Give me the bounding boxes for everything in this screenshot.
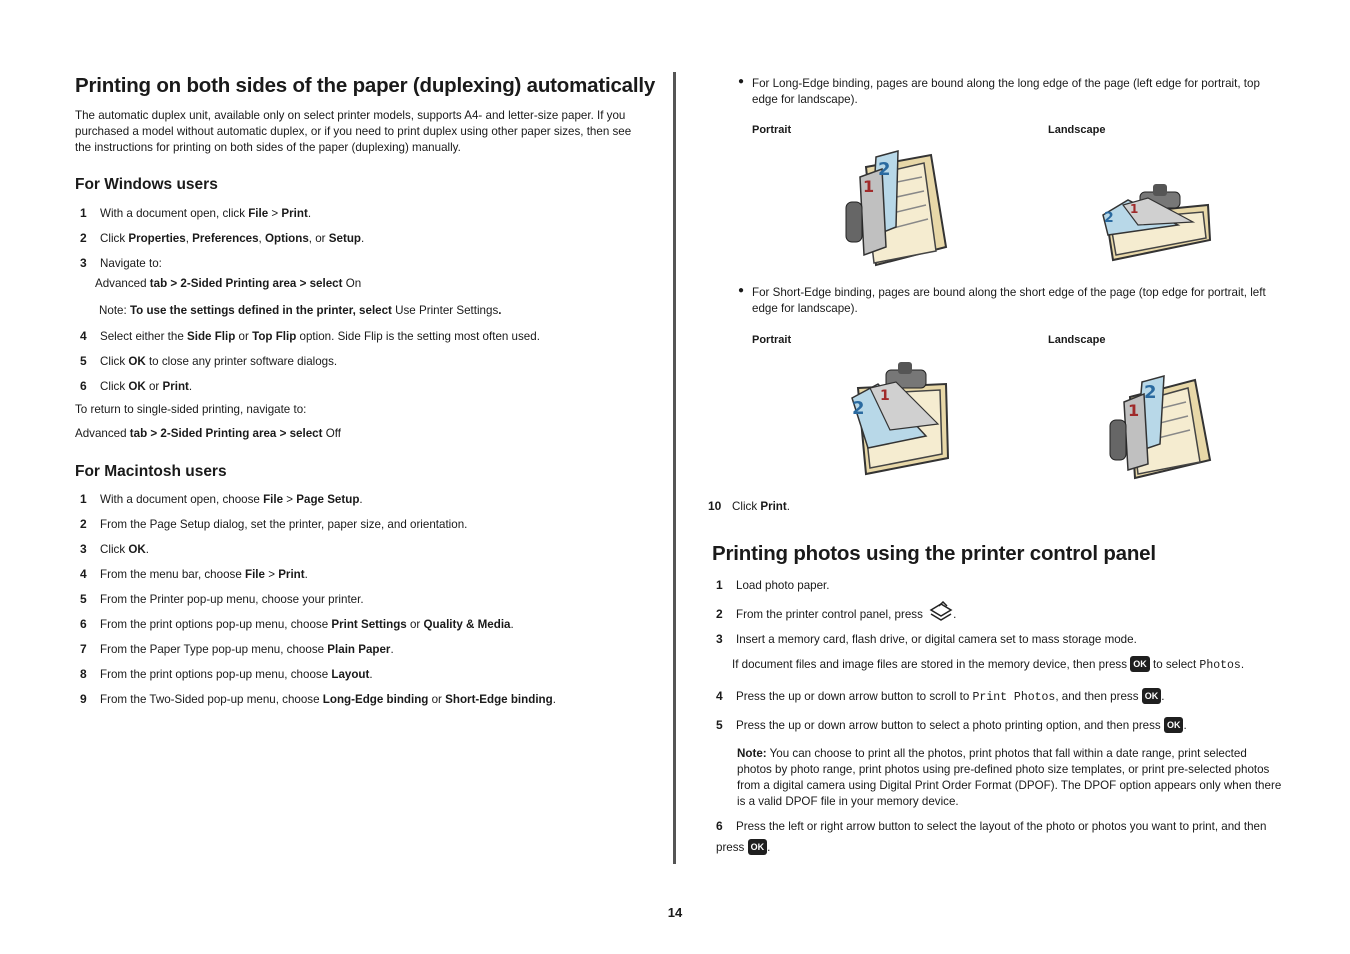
step-text: . (552, 693, 556, 706)
period: . (1183, 719, 1187, 732)
mac-heading: For Macintosh users (75, 463, 227, 480)
bold-term: OK (128, 380, 146, 393)
bold-term: Layout (331, 668, 370, 681)
step-item (95, 276, 361, 292)
step-text: Use Printer Settings (395, 304, 499, 317)
step-text: to select (1153, 658, 1197, 671)
photo-step-2 (716, 601, 956, 623)
bold-term: Print (162, 380, 189, 393)
step-text: . (510, 618, 514, 631)
short-edge-portrait-book-icon (838, 358, 956, 480)
photo-note (737, 746, 1282, 810)
step-number: 1 (80, 206, 87, 220)
ok-button-icon: OK (1164, 717, 1184, 733)
step-text: From the print options pop-up menu, choose (100, 668, 332, 681)
step-item (99, 303, 501, 319)
step-text: . (390, 643, 394, 656)
step-text: Advanced (95, 277, 147, 290)
bold-term: Properties (128, 232, 186, 245)
bold-term: . (498, 304, 502, 317)
step-item (80, 541, 149, 558)
step-text: > (264, 568, 279, 581)
step-text: Click (732, 500, 761, 513)
step-item (80, 666, 373, 683)
step-number: 6 (80, 617, 87, 631)
step-number: 2 (716, 607, 723, 621)
step-number: 2 (80, 517, 87, 531)
step-text: . (188, 380, 193, 393)
step-text: . (359, 493, 363, 506)
step-item (80, 353, 337, 370)
portrait-label: Portrait (752, 124, 792, 136)
step-text: From the Two-Sided pop-up menu, choose (100, 693, 323, 706)
long-edge-landscape-book-icon (1098, 180, 1218, 275)
bold-term: tab > 2-Sided Printing area > select (126, 427, 326, 440)
period: . (1161, 690, 1165, 703)
step-text: Load photo paper. (736, 579, 830, 592)
photo-step-5 (716, 717, 1187, 734)
photo-step-1 (716, 577, 829, 594)
photo-button-icon (929, 601, 953, 621)
step-number: 8 (80, 667, 87, 681)
svg-text:2: 2 (878, 159, 891, 180)
portrait-label: Portrait (752, 334, 792, 346)
step-text: Click (100, 543, 129, 556)
period: . (953, 608, 957, 621)
bold-term: Top Flip (252, 330, 297, 343)
bold-term: Print (278, 568, 305, 581)
step-text: Off (325, 427, 341, 440)
note-label: Note: (737, 747, 767, 760)
step-text: . (369, 668, 373, 681)
step-10 (708, 498, 790, 515)
photo-step-4 (716, 688, 1164, 706)
step-text: option. Side Flip is the setting most often used. (296, 330, 540, 343)
bold-term: Setup (328, 232, 361, 245)
step-text: From the print options pop-up menu, choose (100, 618, 332, 631)
step-item (80, 691, 556, 708)
step-number: 3 (80, 256, 87, 270)
step-text: . (786, 500, 790, 513)
bullet-icon: ● (738, 76, 745, 87)
step-text: > (268, 207, 282, 220)
short-edge-landscape-book-icon (1100, 372, 1218, 482)
step-number: 9 (80, 692, 87, 706)
bold-term: Plain Paper (327, 643, 391, 656)
landscape-label: Landscape (1048, 124, 1106, 136)
period: . (767, 841, 771, 854)
step-item (80, 491, 363, 508)
svg-text:2: 2 (1104, 210, 1114, 226)
step-text: or (406, 618, 424, 631)
column-divider (673, 72, 676, 864)
step-text: Select either the (100, 330, 188, 343)
ok-button-icon: OK (1130, 656, 1150, 672)
step-text: or (428, 693, 446, 706)
step-text: , (185, 232, 193, 245)
step-item (80, 255, 162, 272)
step-item (80, 378, 192, 395)
step-number: 1 (716, 578, 723, 592)
photo-step-6 (716, 818, 1282, 856)
step-text: Click (100, 380, 129, 393)
photo-step-3-detail (732, 656, 1244, 674)
bold-term: Side Flip (187, 330, 236, 343)
step-number: 5 (80, 354, 87, 368)
landscape-label: Landscape (1048, 334, 1106, 346)
ok-button-icon: OK (748, 839, 768, 855)
step-text: . (304, 568, 308, 581)
bold-term: Short-Edge binding (445, 693, 553, 706)
step-text: Click (100, 232, 129, 245)
step-text: . (307, 207, 312, 220)
bold-term: File (245, 568, 265, 581)
step-number: 3 (716, 632, 723, 646)
bullet-icon: ● (738, 285, 745, 296)
step-text: or (145, 380, 163, 393)
step-text: or (235, 330, 253, 343)
svg-text:2: 2 (1144, 382, 1157, 403)
period: . (1240, 658, 1245, 671)
bold-term: Print (760, 500, 787, 513)
step-text: Press the up or down arrow button to select a photo printing option, and then press (736, 719, 1161, 732)
windows-heading: For Windows users (75, 176, 218, 193)
bold-term: Preferences (192, 232, 259, 245)
step-text: If document files and image files are stored in the memory device, then press (732, 658, 1128, 671)
step-text: With a document open, click (100, 207, 249, 220)
return-path (75, 426, 341, 442)
step-text: Note: (99, 304, 127, 317)
step-item (80, 591, 364, 608)
step-number: 3 (80, 542, 87, 556)
step-item (80, 205, 311, 222)
section-title-duplexing: Printing on both sides of the paper (duplexing) automatically (75, 74, 656, 97)
step-item (80, 566, 308, 583)
bold-term: File (248, 207, 269, 220)
menu-text-print-photos: Print Photos (972, 691, 1056, 704)
note-text: You can choose to print all the photos, print photos that fall within a date range, print selected photos by photo range, print photos using pre-defined photo size templates, or print pre-selected photos from a digital camera using Digital Print Order Format (DPOF). The DPOF option appears only when there is a valid DPOF file in your memory device. (737, 747, 1282, 808)
bold-term: Quality & Media (423, 618, 511, 631)
bold-term: Print Settings (331, 618, 407, 631)
svg-text:1: 1 (1128, 401, 1140, 420)
step-text: Insert a memory card, flash drive, or digital camera set to mass storage mode. (736, 633, 1137, 646)
step-number: 1 (80, 492, 87, 506)
ok-button-icon: OK (1142, 688, 1162, 704)
bold-term: OK (128, 355, 146, 368)
step-text: From the Printer pop-up menu, choose your printer. (100, 593, 364, 606)
step-number: 6 (80, 379, 87, 393)
step-text: From the Page Setup dialog, set the printer, paper size, and orientation. (100, 518, 468, 531)
step-item (80, 616, 514, 633)
step-text: , or (308, 232, 329, 245)
bold-term: To use the settings defined in the printer, select (126, 304, 396, 317)
step-number: 6 (716, 819, 723, 833)
return-text: To return to single-sided printing, navigate to: (75, 403, 307, 416)
svg-text:1: 1 (1130, 202, 1139, 216)
step-text: , and then press (1055, 690, 1139, 703)
step-text: From the printer control panel, press (736, 608, 923, 621)
step-number: 5 (80, 592, 87, 606)
step-number: 10 (708, 499, 722, 513)
bold-term: File (263, 493, 284, 506)
step-text: . (361, 232, 365, 245)
step-text: On (345, 277, 362, 290)
step-number: 7 (80, 642, 87, 656)
step-text: Advanced (75, 427, 127, 440)
step-text: From the menu bar, choose (100, 568, 245, 581)
step-number: 2 (80, 231, 87, 245)
step-item (80, 516, 467, 533)
svg-text:1: 1 (863, 177, 875, 196)
step-item (80, 230, 364, 247)
step-text: to close any printer software dialogs. (145, 355, 338, 368)
step-number: 5 (716, 718, 723, 732)
step-number: 4 (80, 329, 87, 343)
bold-term: tab > 2-Sided Printing area > select (146, 277, 346, 290)
step-number: 4 (80, 567, 87, 581)
photo-step-3 (716, 631, 1137, 648)
section-title-photos: Printing photos using the printer control panel (712, 542, 1156, 565)
step-item (80, 641, 394, 658)
bold-term: Print (281, 207, 308, 220)
menu-text-photos: Photos (1199, 659, 1241, 672)
short-edge-bullet: For Short-Edge binding, pages are bound along the short edge of the page (top edge for portrait, left edge for landscape). (752, 286, 1266, 315)
bold-term: OK (128, 543, 146, 556)
step-text: Press the left or right arrow button to select the layout of the photo or photos you want to print, and then press (716, 820, 1267, 854)
page-number: 14 (667, 905, 683, 920)
step-text: Press the up or down arrow button to scroll to (736, 690, 970, 703)
step-item (80, 328, 540, 345)
bold-term: Options (265, 232, 309, 245)
step-text: , (258, 232, 265, 245)
bold-term: Page Setup (296, 493, 360, 506)
step-text: From the Paper Type pop-up menu, choose (100, 643, 328, 656)
step-text: Click (100, 355, 129, 368)
step-text: Navigate to: (100, 257, 162, 270)
bold-term: Long-Edge binding (322, 693, 429, 706)
long-edge-bullet: For Long-Edge binding, pages are bound along the long edge of the page (left edge for portrait, top edge for landscape). (752, 77, 1260, 106)
step-text: . (145, 543, 149, 556)
step-number: 4 (716, 689, 723, 703)
svg-text:2: 2 (852, 398, 865, 419)
step-text: With a document open, choose (100, 493, 264, 506)
svg-text:1: 1 (880, 388, 890, 404)
step-text: > (283, 493, 297, 506)
long-edge-portrait-book-icon (836, 147, 954, 272)
intro-paragraph: The automatic duplex unit, available only on select printer models, supports A4- and letter-size paper. If you purchased a model without automatic duplex, or if you need to print duplex using other paper sizes, then see the instructions for printing on both sides of the paper (duplexing) manually. (75, 109, 632, 154)
